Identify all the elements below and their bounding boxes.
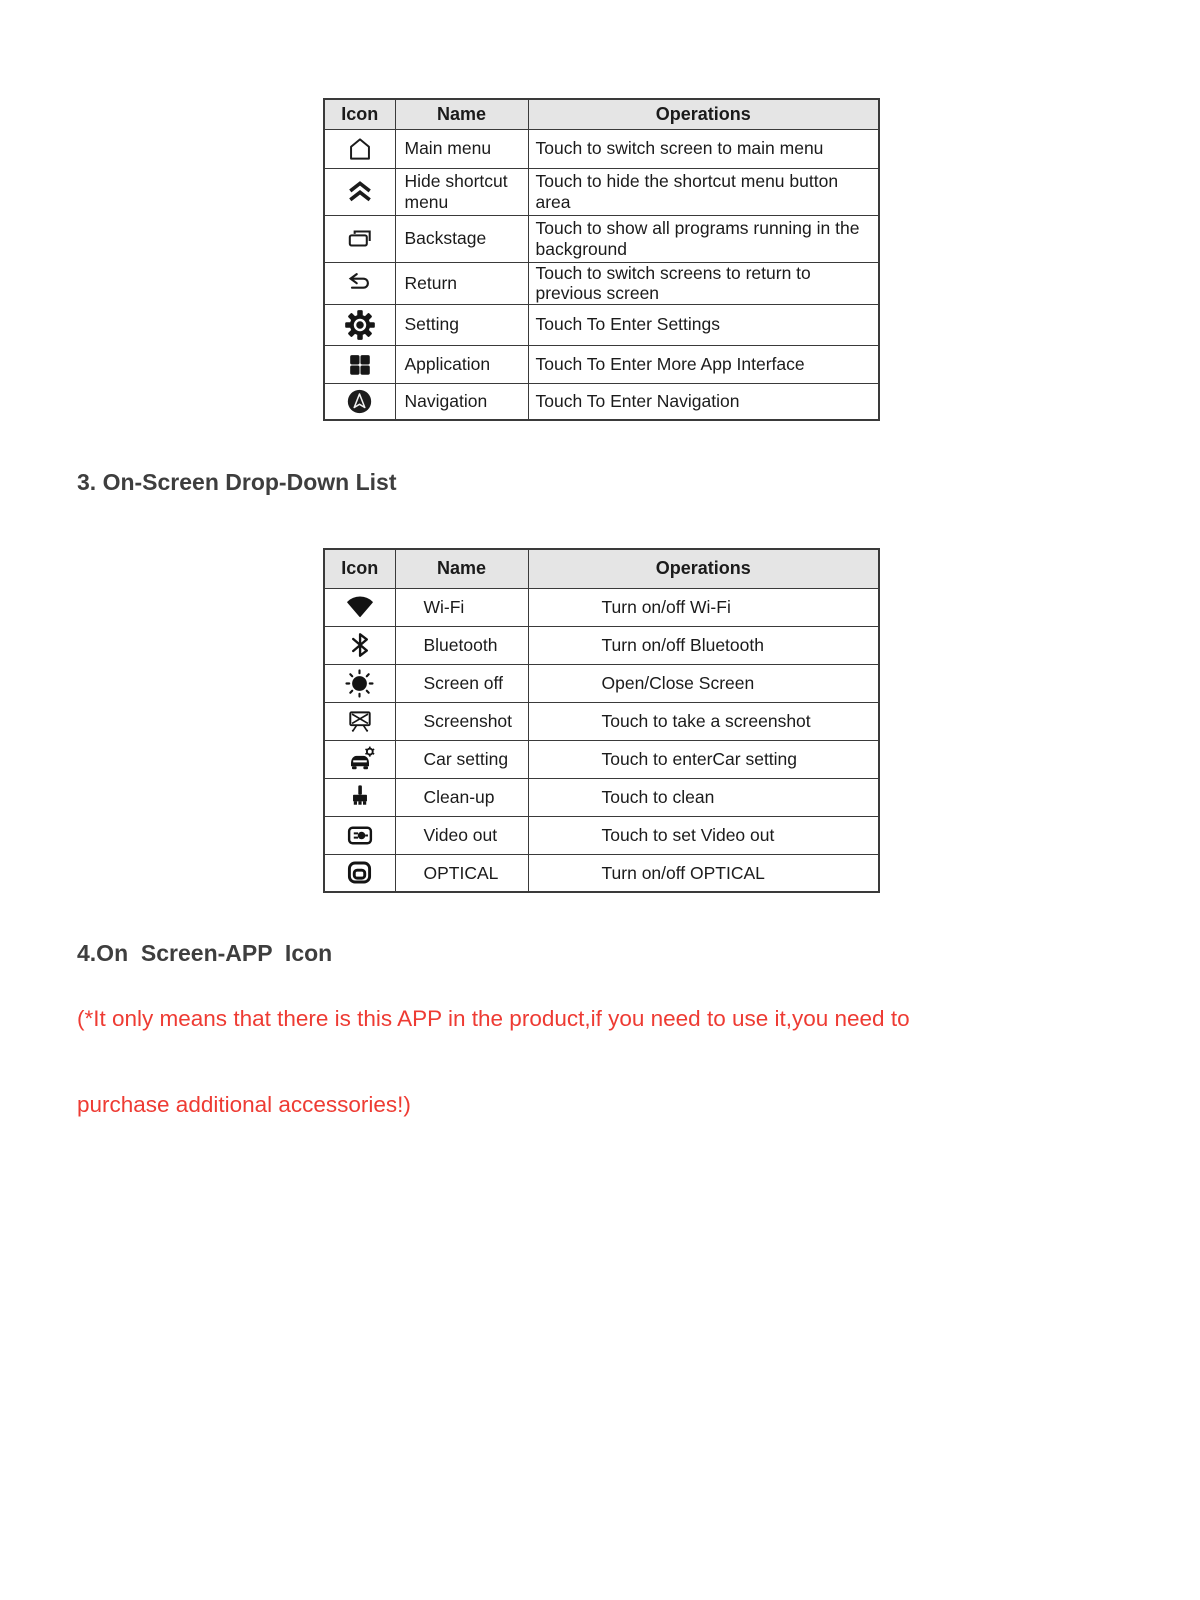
operation-cell: Touch to switch screen to main menu: [528, 129, 879, 168]
name-cell: Wi-Fi: [395, 588, 528, 626]
table-row: [324, 588, 879, 626]
icon-column-header: Icon: [324, 99, 395, 129]
operations-column-header: Operations: [528, 549, 879, 588]
gear-icon: [342, 307, 378, 343]
section4-heading: 4.On Screen-APP Icon: [77, 940, 333, 966]
operation-cell: Touch to set Video out: [528, 816, 879, 854]
operation-cell: Touch to enterCar setting: [528, 740, 879, 778]
sun-icon: [343, 667, 376, 700]
car-setting-icon: [343, 742, 377, 776]
name-cell: Navigation: [395, 383, 528, 420]
table-row: [324, 740, 879, 778]
operation-cell: Turn on/off Wi-Fi: [528, 588, 879, 626]
table-row: [324, 854, 879, 892]
name-column-header: Name: [395, 99, 528, 129]
accessory-note-line2: purchase additional accessories!): [77, 1092, 411, 1117]
icon-cell: [324, 854, 395, 892]
screenshot-icon: [343, 705, 377, 738]
app-grid-icon: [343, 348, 376, 381]
icon-cell: [324, 702, 395, 740]
icon-cell: [324, 304, 395, 345]
table-header-row: [324, 549, 879, 588]
icon-cell: [324, 383, 395, 420]
table-row: [324, 778, 879, 816]
icon-cell: [324, 740, 395, 778]
table-row: [324, 664, 879, 702]
icon-cell: [324, 588, 395, 626]
table-row: [324, 262, 879, 304]
name-cell: Car setting: [395, 740, 528, 778]
operation-cell: Touch to show all programs running in the background: [528, 215, 879, 262]
table-row: [324, 345, 879, 383]
double-chevron-up-icon: [342, 175, 378, 208]
video-out-icon: [343, 819, 377, 852]
home-icon: [343, 133, 377, 165]
table-row: [324, 626, 879, 664]
operation-cell: Turn on/off OPTICAL: [528, 854, 879, 892]
table-row: [324, 129, 879, 168]
wifi-icon: [343, 592, 377, 623]
section3-heading: 3. On-Screen Drop-Down List: [77, 469, 397, 495]
name-cell: Screen off: [395, 664, 528, 702]
name-cell: Video out: [395, 816, 528, 854]
icon-cell: [324, 168, 395, 215]
icon-cell: [324, 664, 395, 702]
operation-cell: Touch To Enter More App Interface: [528, 345, 879, 383]
operations-column-header: Operations: [528, 99, 879, 129]
name-column-header: Name: [395, 549, 528, 588]
table-row: [324, 702, 879, 740]
name-cell: Hide shortcut menu: [395, 168, 528, 215]
optical-icon: [343, 856, 376, 889]
table-header-row: [324, 99, 879, 129]
table-row: [324, 168, 879, 215]
navigation-icon: [344, 386, 375, 417]
backstage-icon: [342, 222, 378, 255]
bluetooth-icon: [344, 628, 376, 662]
accessory-note-line1: (*It only means that there is this APP in the product,if you need to use it,you need to: [77, 1006, 910, 1031]
icon-cell: [324, 778, 395, 816]
menu-buttons-table: [323, 98, 880, 421]
name-cell: Screenshot: [395, 702, 528, 740]
name-cell: Setting: [395, 304, 528, 345]
name-cell: OPTICAL: [395, 854, 528, 892]
icon-cell: [324, 816, 395, 854]
icon-cell: [324, 262, 395, 304]
icon-cell: [324, 129, 395, 168]
name-cell: Application: [395, 345, 528, 383]
operation-cell: Touch to switch screens to return to previous screen: [528, 262, 879, 304]
name-cell: Main menu: [395, 129, 528, 168]
return-arrow-icon: [342, 267, 378, 299]
icon-cell: [324, 215, 395, 262]
table-row: [324, 816, 879, 854]
icon-cell: [324, 626, 395, 664]
dropdown-icons-table: [323, 548, 880, 893]
table-row: [324, 383, 879, 420]
name-cell: Clean-up: [395, 778, 528, 816]
operation-cell: Turn on/off Bluetooth: [528, 626, 879, 664]
name-cell: Bluetooth: [395, 626, 528, 664]
icon-cell: [324, 345, 395, 383]
name-cell: Backstage: [395, 215, 528, 262]
operation-cell: Touch to clean: [528, 778, 879, 816]
operation-cell: Touch To Enter Navigation: [528, 383, 879, 420]
operation-cell: Open/Close Screen: [528, 664, 879, 702]
operation-cell: Touch To Enter Settings: [528, 304, 879, 345]
icon-column-header: Icon: [324, 549, 395, 588]
accessory-note: [77, 997, 910, 1126]
operation-cell: Touch to take a screenshot: [528, 702, 879, 740]
operation-cell: Touch to hide the shortcut menu button area: [528, 168, 879, 215]
table-row: [324, 304, 879, 345]
cleanup-brush-icon: [344, 781, 376, 813]
table-row: [324, 215, 879, 262]
name-cell: Return: [395, 262, 528, 304]
